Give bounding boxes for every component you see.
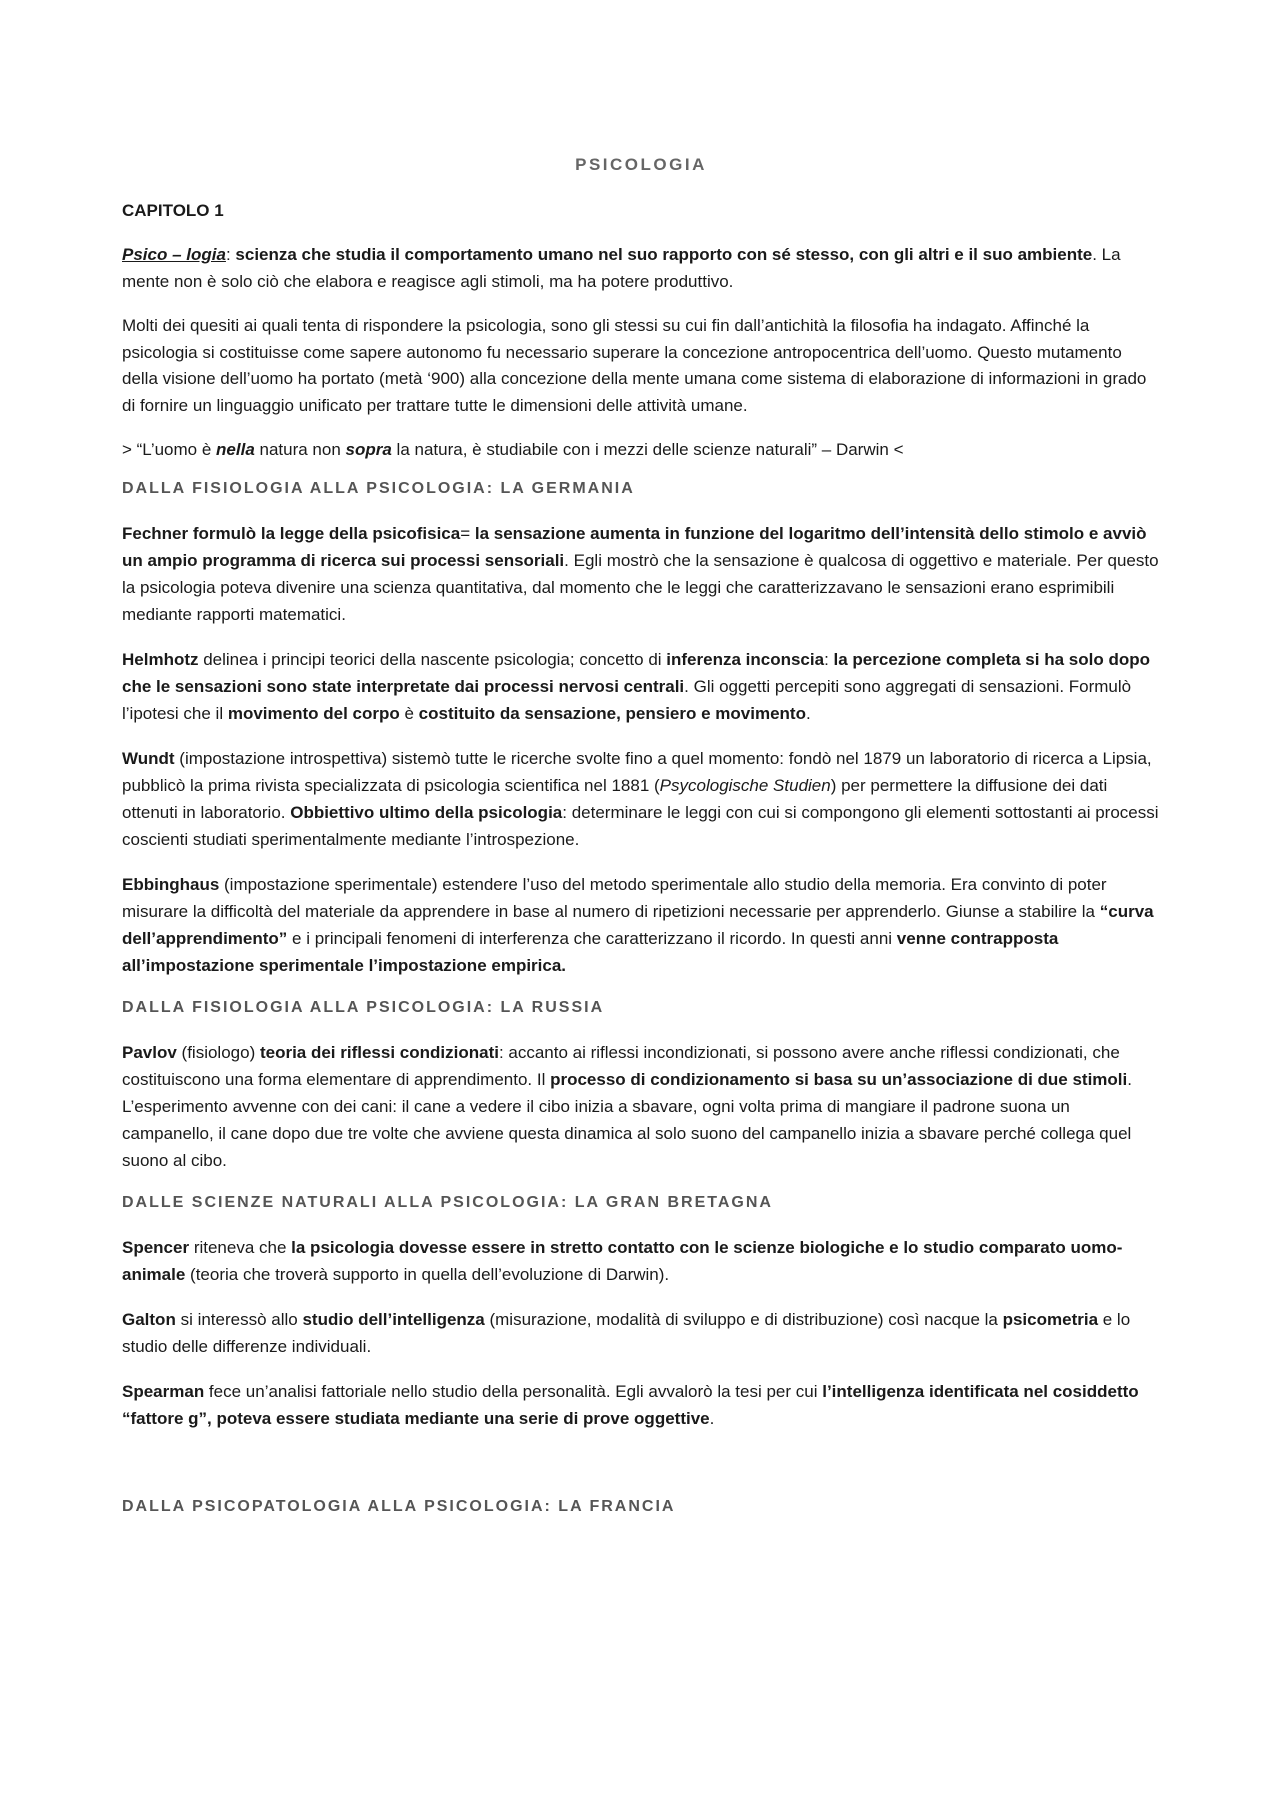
helmhotz-paragraph (122, 646, 1160, 727)
body-text: (impostazione sperimentale) estendere l’uso del metodo sperimentale allo studio della memoria. Era convinto di poter misurare la difficoltà del materiale da apprendere in base al numero di ripetizioni necessarie per apprenderlo. Giunse a stabilire la (122, 874, 1107, 921)
quote-emphasis: sopra (345, 440, 392, 459)
section-heading-britain: DALLE SCIENZE NATURALI ALLA PSICOLOGIA: LA GRAN BRETAGNA (122, 1193, 773, 1211)
chapter-heading: CAPITOLO 1 (122, 201, 224, 220)
bold-text: Ebbinghaus (122, 874, 220, 894)
body-text: : (824, 649, 834, 669)
bold-text: venne contrapposta all’impostazione sperimentale l’impostazione empirica. (122, 928, 1059, 975)
body-text: e i principali fenomeni di interferenza che caratterizzano il ricordo. In questi anni (287, 928, 897, 948)
section-heading-russia: DALLA FISIOLOGIA ALLA PSICOLOGIA: LA RUSSIA (122, 998, 605, 1016)
bold-text: Spearman (122, 1381, 205, 1401)
document-title: PSICOLOGIA (575, 155, 707, 174)
body-text: . Egli mostrò che la sensazione è qualcosa di oggettivo e materiale. Per questo la psicologia poteva divenire una scienza quantitativa, dal momento che le leggi che caratterizzavano le sensazioni erano esprimibili mediante rapporti matematici. (122, 550, 1159, 624)
body-text: (fisiologo) (176, 1042, 260, 1062)
bold-text: “curva dell’apprendimento” (122, 901, 1154, 948)
bold-text: Obbiettivo ultimo della psicologia (290, 802, 563, 822)
body-text: (misurazione, modalità di sviluppo e di distribuzione) così nacque la (484, 1309, 1003, 1329)
intro-rest: . La mente non è solo ciò che elabora e reagisce agli stimoli, ma ha potere produttivo. (122, 245, 1121, 291)
body-text: . (709, 1408, 715, 1428)
bold-text: l’intelligenza identificata nel cosiddetto “fattore g”, poteva essere studiata mediante una serie di prove oggettive (122, 1381, 1139, 1428)
body-text: è (399, 703, 419, 723)
body-text: fece un’analisi fattoriale nello studio della personalità. Egli avvalorò la tesi per cui (204, 1381, 823, 1401)
section-heading-france: DALLA PSICOPATOLOGIA ALLA PSICOLOGIA: LA FRANCIA (122, 1497, 676, 1515)
galton-paragraph (122, 1306, 1160, 1360)
body-text: = (460, 523, 475, 543)
bold-text: Wundt (122, 748, 175, 768)
body-text: riteneva che (189, 1237, 292, 1257)
bold-text: la psicologia dovesse essere in stretto contatto con le scienze biologiche e lo studio comparato uomo-animale (122, 1237, 1123, 1284)
body-text: (teoria che troverà supporto in quella dell’evoluzione di Darwin). (185, 1264, 670, 1284)
bold-text: Galton (122, 1309, 176, 1329)
bold-text: costituito da sensazione, pensiero e movimento (418, 703, 806, 723)
body-text: . (805, 703, 811, 723)
bold-text: studio dell’intelligenza (302, 1309, 485, 1329)
body-text: (impostazione introspettiva) sistemò tutte le ricerche svolte fino a quel momento: fondò nel 1879 un laboratorio di ricerca a Lipsia, pubblicò la prima rivista specializzata di psicologia scientifica nel 1881 ( (122, 748, 1152, 795)
bold-text: teoria dei riflessi condizionati (259, 1042, 499, 1062)
body-text: si interessò allo (175, 1309, 303, 1329)
fechner-paragraph (122, 520, 1160, 628)
pavlov-paragraph (122, 1039, 1160, 1174)
section-heading-germany: DALLA FISIOLOGIA ALLA PSICOLOGIA: LA GERMANIA (122, 479, 635, 497)
wundt-paragraph (122, 745, 1160, 853)
body-text: ) per permettere la diffusione dei dati ottenuti in laboratorio. (122, 775, 1108, 822)
bold-text: Spencer (122, 1237, 190, 1257)
quote-emphasis: nella (216, 440, 255, 459)
ebbinghaus-paragraph (122, 871, 1160, 979)
bold-text: la percezione completa si ha solo dopo che le sensazioni sono state interpretate dai processi nervosi centrali (122, 649, 1150, 696)
body-text: : determinare le leggi con cui si compongono gli elementi sottostanti ai processi coscienti studiati sperimentalmente mediante l’introspezione. (122, 802, 1159, 849)
quote-text: > “L’uomo è (122, 440, 217, 459)
italic-text: Psycologische Studien (659, 775, 831, 795)
spencer-paragraph (122, 1234, 1160, 1288)
intro-paragraph (122, 242, 1160, 295)
intro-term: Psico – logia (122, 245, 226, 264)
spearman-paragraph (122, 1378, 1160, 1432)
body-text: . Gli oggetti percepiti sono aggregati di sensazioni. Formulò l’ipotesi che il (122, 676, 1132, 723)
quote-text: natura non (254, 440, 346, 459)
bold-text: inferenza inconscia (666, 649, 825, 669)
quote-text: la natura, è studiabile con i mezzi delle scienze naturali” – Darwin < (391, 440, 904, 459)
bold-text: Helmhotz (122, 649, 199, 669)
intro-colon: : (225, 245, 231, 264)
intro-definition: scienza che studia il comportamento umano nel suo rapporto con sé stesso, con gli altri e il suo ambiente (235, 245, 1093, 264)
body-text: e lo studio delle differenze individuali. (122, 1309, 1131, 1356)
bold-text: la sensazione aumenta in funzione del logaritmo dell’intensità dello stimolo e avviò un ampio programma di ricerca sui processi sensoriali (122, 523, 1147, 570)
body-text: : accanto ai riflessi incondizionati, si possono avere anche riflessi condizionati, che costituiscono una forma elementare di apprendimento. Il (122, 1042, 1120, 1089)
body-text: delinea i principi teorici della nascente psicologia; concetto di (198, 649, 667, 669)
philosophy-paragraph: Molti dei quesiti ai quali tenta di rispondere la psicologia, sono gli stessi su cui fin dall’antichità la filosofia ha indagato. Affinché la psicologia si costituisse come sapere autonomo fu necessario superare la concezione antropocentrica dell’uomo. Questo mutamento della visione dell’uomo ha portato (metà ‘900) alla concezione della mente umana come sistema di elaborazione di informazioni in grado di fornire un linguaggio unificato per trattare tutte le dimensioni delle attività umane. (122, 316, 1147, 415)
darwin-quote (122, 437, 1160, 464)
bold-text: psicometria (1002, 1309, 1099, 1329)
bold-text: processo di condizionamento si basa su un’associazione di due stimoli (550, 1069, 1128, 1089)
bold-text: Pavlov (122, 1042, 177, 1062)
bold-text: movimento del corpo (227, 703, 400, 723)
body-text: . L’esperimento avvenne con dei cani: il cane a vedere il cibo inizia a sbavare, ogni volta prima di mangiare il padrone suona un campanello, il cane dopo due tre volte che avviene questa dinamica al solo suono del campanello inizia a sbavare perché collega quel suono al cibo. (122, 1069, 1132, 1170)
section-spacer (122, 1450, 1160, 1496)
bold-text: Fechner formulò la legge della psicofisica (122, 523, 461, 543)
